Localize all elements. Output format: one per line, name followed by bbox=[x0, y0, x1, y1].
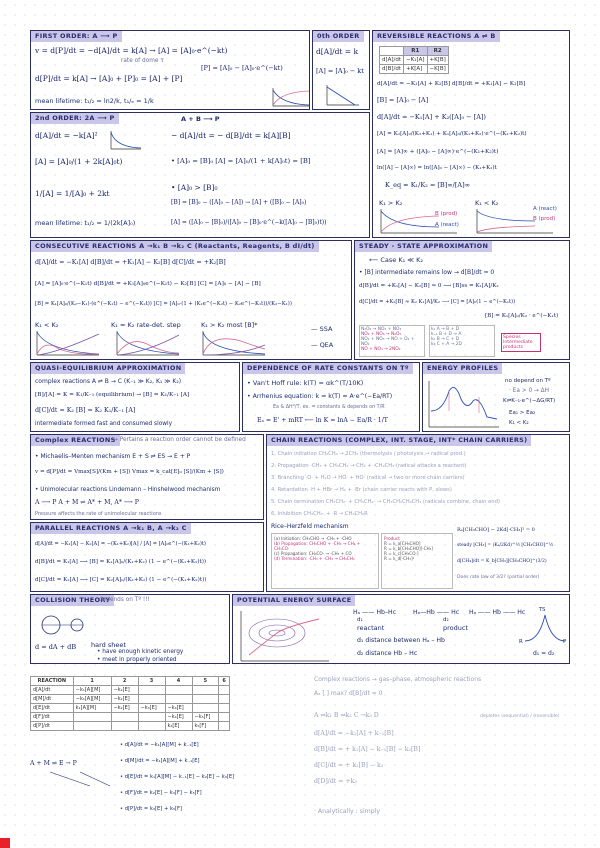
table-row bbox=[31, 686, 230, 695]
energy-section bbox=[422, 362, 570, 432]
table-cell: k₄[E] bbox=[165, 722, 192, 731]
rice-step: (d) Termination: ·CH₃ + ·CH₃ → CH₃CH₃ bbox=[274, 556, 355, 561]
chain-right-3: d[CH₄]/dt = K_b[CH₃][CH₃CHO]^(3/2) bbox=[457, 559, 547, 564]
table-header: 2 bbox=[111, 677, 138, 686]
reversible-line-2: [B] = [A]₀ − [A] bbox=[377, 96, 429, 104]
table-cell bbox=[219, 713, 230, 722]
ss-reaction: N₂O₅ → NO₂ + NO₃ bbox=[361, 327, 402, 332]
collision-subtitle: depends on Tº !!! bbox=[99, 597, 150, 603]
table-header: REACTION bbox=[31, 677, 74, 686]
reversible-line-5: [A] = [A]∞ + ([A]₀ − [A]∞)·e^(−(K₁+K₂)t) bbox=[377, 149, 499, 155]
rice-rate: R = k_d[·CH₃]² bbox=[384, 556, 415, 561]
chain-line: 4. Retardation ·H + HBr → H₂ + ·Br (chain carrier reacts with P, slows) bbox=[271, 487, 452, 493]
rice-step: (a) Initiation: CH₃CHO → ·CH₃ + ·CHO bbox=[274, 536, 352, 541]
consecutive-graph-3 bbox=[201, 329, 267, 357]
table-cell bbox=[138, 722, 165, 731]
table-cell bbox=[219, 695, 230, 704]
temperature-line-3: Ea & ΔH°/T, ex. = constants & depends on T/R bbox=[273, 405, 385, 410]
rice-rate: R = k_c[CH₃CO·] bbox=[384, 551, 419, 556]
rev-head-1: R1 bbox=[404, 47, 427, 56]
table-header: 6 bbox=[219, 677, 230, 686]
energy-line-3: K₁ < K₂ bbox=[509, 420, 529, 426]
consecutive-section bbox=[30, 240, 352, 360]
table-cell: −k₁[A][M] bbox=[73, 686, 111, 695]
first-order-halflife: mean lifetime: t₁/₂ = ln2/k, t₁/ₑ = 1/k bbox=[35, 97, 154, 105]
reversible-title: REVERSIBLE REACTIONS A ⇌ B bbox=[373, 31, 500, 42]
chain-line: 5. Chain termination CH₃CH₂· + CH₃CH₂· → CH₃CH₂CH₂CH₃ (radicals combine, chain end) bbox=[271, 499, 500, 505]
zero-order-section bbox=[312, 30, 370, 110]
pes-product: product bbox=[443, 624, 469, 632]
rev-cell: d[A]/dt bbox=[380, 56, 404, 65]
consecutive-line-2: [A] = [A]₀·e^(−K₁t) d[B]/dt = +K₁[A]₀e^(−K₁t) − K₂[B] [C] = [A]₀ − [A] − [B] bbox=[35, 281, 261, 287]
table-cell bbox=[73, 722, 111, 731]
rice-step: (b) Propagation: CH₃CHO + ·CH₃ → CH₄ + CH₃CO· bbox=[274, 541, 361, 551]
table-cell bbox=[73, 713, 111, 722]
second-order-line-1: d[A]/dt = −k[A]² bbox=[35, 131, 98, 140]
ss-reaction: NO₂ + NO₃ → NO + O₂ + NO₂ bbox=[361, 337, 415, 347]
first-order-sum: [P] = [A]₀ − [A]₀·e^(−kt) bbox=[201, 64, 283, 72]
second-order-line-4: mean lifetime: t₁/₂ = 1/(2k[A]₀) bbox=[35, 219, 136, 227]
qea-title: QUASI-EQUILIBRIUM APPROXIMATION bbox=[31, 363, 185, 374]
reversible-line-1: d[A]/dt = −K₁[A] + K₂[B] d[B]/dt = +K₁[A] − K₂[B] bbox=[377, 81, 526, 87]
ss-reaction: NO + NO₃ → 2NO₂ bbox=[361, 347, 401, 352]
pes-contour-plot bbox=[239, 609, 331, 663]
table-header: 4 bbox=[165, 677, 192, 686]
pes-line-5: d₂ distance Hb – Hc bbox=[357, 650, 418, 657]
collision-line-1: d = dA + dB bbox=[35, 643, 77, 651]
table-cell: d[F]/dt bbox=[31, 713, 74, 722]
rev-label-a-2: A (react) bbox=[533, 206, 557, 212]
rev-head-2: R2 bbox=[427, 47, 448, 56]
first-order-graph bbox=[271, 86, 311, 108]
rice-rate: R = k_b[CH₃CHO][·CH₃] bbox=[384, 546, 433, 551]
bottom-right-line-1: Complex reactions → gas–phase, atmospheric reactions bbox=[314, 676, 482, 683]
second-order-right-1: − d[A]/dt = − d[B]/dt = k[A][B] bbox=[171, 131, 291, 140]
steady-state-line-1: ⟵ Case K₁ ≪ K₂ bbox=[369, 256, 424, 264]
rev-cell: +K[A] bbox=[404, 65, 427, 74]
table-cell: −k₄[E] bbox=[165, 704, 192, 713]
second-order-title: 2nd ORDER: 2A ⟶ P bbox=[31, 113, 119, 124]
energy-line-4: K⇌K₋₁·e^(−ΔG/RT) bbox=[503, 398, 556, 404]
rice-herzfeld-box bbox=[271, 533, 379, 589]
table-cell bbox=[219, 722, 230, 731]
table-cell bbox=[192, 695, 219, 704]
zero-order-title: 0th ORDER bbox=[313, 31, 364, 42]
complex-line-3: • Unimolecular reactions Lindemann – Hinshelwood mechanism bbox=[35, 487, 221, 493]
table-cell bbox=[138, 695, 165, 704]
rate-eq: • d[M]/dt = −k₁[A][M] + k₋₁[E] bbox=[120, 758, 200, 764]
reversible-graph-1-label: K₁ > K₂ bbox=[379, 199, 403, 207]
rate-eq: • d[F]/dt = k₂[E] − k₃[F] − k₅[F] bbox=[120, 790, 202, 796]
table-cell: −k₅[F] bbox=[192, 713, 219, 722]
bottom-right-line-7: d[D]/dt = +k₃ bbox=[314, 778, 357, 785]
first-order-title: FIRST ORDER: A ⟶ P bbox=[31, 31, 122, 42]
rev-cell: −K[B] bbox=[427, 65, 448, 74]
chain-line: 1. Chain initiation CH₃CH₃ → 2CH₃ (thermolysis / photolysis → radical prod.) bbox=[271, 451, 466, 457]
qea-line-2: [B]/[A] = K = K₁/K₋₁ (equilibrium) → [B] = K₁/K₋₁ [A] bbox=[35, 392, 190, 398]
rate-eq: • d[P]/dt = k₃[E] + k₅[F] bbox=[120, 806, 183, 812]
table-cell bbox=[192, 704, 219, 713]
second-order-right-2: • [A]₀ = [B]₀ [A] = [A]₀/(1 + k[A]₀t) = [B] bbox=[171, 157, 311, 165]
consecutive-graph-2 bbox=[115, 329, 181, 357]
steady-state-table-2 bbox=[429, 325, 495, 357]
rice-rate: R = k_a[CH₃CHO] bbox=[384, 541, 421, 546]
pes-state-3: Hₐ —— Hb —— Hc bbox=[469, 609, 526, 616]
energy-title: ENERGY PROFILES bbox=[423, 363, 502, 374]
pes-section bbox=[232, 594, 570, 664]
steady-state-table-1 bbox=[359, 325, 425, 357]
collision-line-4: • meet in properly oriented bbox=[97, 657, 177, 663]
pes-line-4: d₁ distance between Hₐ – Hb bbox=[357, 637, 445, 644]
second-order-graph bbox=[109, 129, 143, 151]
table-header: 3 bbox=[138, 677, 165, 686]
rate-eq: • d[A]/dt = −k₁[A][M] + k₋₁[E] bbox=[120, 742, 199, 748]
rice-product-label: Product bbox=[384, 536, 400, 541]
reversible-line-6: ln([A] − [A]∞) = ln([A]₀ − [A]∞) − (K₁+K₂)t bbox=[377, 165, 497, 171]
table-row bbox=[31, 722, 230, 731]
reversible-line-4: [A] = K₂[A]₀/(K₂+K₁) + K₁[A]₀/(K₁+K₂)·e^(−(K₁+K₂)t) bbox=[377, 131, 527, 137]
rate-eq: • d[E]/dt = k₁[A][M] − k₋₁[E] − k₂[E] − k₃[E] bbox=[120, 774, 235, 780]
pes-reactant: reactant bbox=[357, 624, 385, 632]
complex-line-4: A ⟶ P A + M ⇌ A* + M, A* ⟶ P bbox=[35, 499, 139, 506]
table-cell bbox=[219, 704, 230, 713]
second-order-title-2: A + B ⟶ P bbox=[181, 115, 220, 123]
ssa-label: — SSA bbox=[311, 325, 333, 333]
table-cell: k₁[A][M] bbox=[73, 704, 111, 713]
energy-profile-graph bbox=[427, 377, 501, 429]
qea-label: — QEA bbox=[311, 341, 334, 349]
pes-barrier-graph bbox=[523, 609, 567, 645]
qea-line-1: complex reactions A ⇌ B → C (K₋₁ ≫ K₂, K₁ ≫ K₂) bbox=[35, 378, 182, 385]
bottom-right-line-6: d[C]/dt = + k₂[B] − k₃ bbox=[314, 762, 384, 769]
pes-title: POTENTIAL ENERGY SURFACE bbox=[233, 595, 355, 606]
table-cell: −k₂[E] bbox=[111, 686, 138, 695]
bottom-right-line-3: A ⇌k₁ B ⇌k₂ C →k₃ D bbox=[314, 712, 379, 719]
table-cell bbox=[165, 686, 192, 695]
qea-section bbox=[30, 362, 240, 432]
table-cell: d[E]/dt bbox=[31, 704, 74, 713]
first-order-rate: v = d[P]/dt = −d[A]/dt = k[A] → [A] = [A]₀·e^(−kt) bbox=[35, 46, 228, 55]
pes-p-label: P bbox=[563, 639, 567, 645]
complex-title: Complex REACTIONS bbox=[31, 435, 120, 446]
bottom-right-line-2: Aₐ [ ] max? d[B]/dt = 0 bbox=[314, 690, 383, 697]
rev-cell: d[B]/dt bbox=[380, 65, 404, 74]
consecutive-line-1: d[A]/dt = −K₁[A] d[B]/dt = +K₁[A] − K₂[B] d[C]/dt = +K₂[B] bbox=[35, 259, 226, 266]
rev-label-b-1: B (prod) bbox=[435, 211, 458, 217]
second-order-right-4: [B] = [B]₀ − ([A]₀ − [A]) → [A] + ([B]₀ − [A]₀) bbox=[171, 199, 307, 206]
reaction-table bbox=[30, 676, 230, 731]
collision-section bbox=[30, 594, 230, 664]
pes-line-6: d₁ = d₂ bbox=[533, 650, 555, 657]
table-header: 5 bbox=[192, 677, 219, 686]
table-cell bbox=[219, 686, 230, 695]
steady-state-line-2: • [B] intermediate remains low → d[B]/dt ≈ 0 bbox=[359, 269, 495, 276]
pes-ts-label: TS bbox=[539, 607, 546, 613]
chain-title: CHAIN REACTIONS (COMPLEX, INT. STAGE, INT* CHAIN CARRIERS) bbox=[267, 435, 531, 446]
rev-cell: +K[B] bbox=[427, 56, 448, 65]
ss-step: k₂ B → C + D bbox=[431, 337, 460, 342]
parallel-section bbox=[30, 522, 264, 592]
steady-state-section bbox=[354, 240, 570, 360]
table-cell bbox=[111, 722, 138, 731]
temperature-line-2: • Arrhenius equation: k = k(T) = A·e^(−Ea/RT) bbox=[247, 393, 393, 400]
chain-line: 6. Inhibition CH₃CH₂· + ·R → CH₃CH₂R bbox=[271, 511, 368, 517]
table-cell bbox=[165, 695, 192, 704]
collision-diagram bbox=[37, 611, 97, 639]
mechanism-arrows bbox=[40, 770, 120, 790]
consecutive-graph-1-label: K₁ < K₂ bbox=[35, 321, 59, 329]
complex-line-2: v = d[P]/dt = Vmax[S]/(Km + [S]) Vmax = k_cat[E]₀ [S]/(Km + [S]) bbox=[35, 469, 224, 475]
first-order-note: rate of dome τ bbox=[121, 58, 164, 64]
table-cell bbox=[138, 713, 165, 722]
table-cell: d[P]/dt bbox=[31, 722, 74, 731]
ss-step: k₋₁ B + D → A bbox=[431, 332, 462, 337]
steady-state-line-5: [B] = K₁[A]₀/K₂ · e^(−K₁t) bbox=[485, 313, 559, 319]
ss-step: k₁ A → B + D bbox=[431, 327, 460, 332]
bottom-right-line-8: · Analytically : simply bbox=[314, 808, 380, 815]
zero-order-graph bbox=[325, 83, 361, 107]
table-cell bbox=[111, 713, 138, 722]
rev-cell: −K₁[A] bbox=[404, 56, 427, 65]
zero-order-rate: d[A]/dt = k bbox=[316, 47, 359, 56]
collision-line-3: • have enough kinetic energy bbox=[97, 649, 184, 655]
bottom-right-line-4: d[A]/dt = −k₁[A] + k₋₁[B] bbox=[314, 730, 394, 737]
qea-line-3: d[C]/dt = K₂ [B] = K₂ K₁/K₋₁ [A] bbox=[35, 407, 136, 414]
chain-right-1: Rₐ[CH₃CHO] − 2Kd[·CH₃]² = 0 bbox=[457, 527, 535, 533]
steady-state-badge: Species Intermediate products bbox=[501, 333, 541, 352]
complex-line-5: Pressure affects the rate of unimolecular reactions bbox=[35, 511, 162, 517]
second-order-line-2: [A] = [A]₀/(1 + 2k[A]₀t) bbox=[35, 157, 123, 166]
steady-state-title: STEADY - STATE APPROXIMATION bbox=[355, 241, 492, 252]
table-cell: k₅[F] bbox=[192, 722, 219, 731]
table-cell: d[A]/dt bbox=[31, 686, 74, 695]
steady-state-line-4: d[C]/dt = +K₂[B] ≈ K₂ K₁[A]/K₂ ⟶ [C] = [A]₀(1 − e^(−K₁t)) bbox=[359, 299, 516, 305]
second-order-right-3: • [A]₀ > [B]₀ bbox=[171, 183, 218, 192]
energy-line-1: no depend on Tº bbox=[505, 378, 551, 384]
table-cell bbox=[192, 686, 219, 695]
pes-d1: d₁ bbox=[357, 617, 363, 623]
qea-line-4: intermediate formed fast and consumed slowly bbox=[35, 421, 173, 427]
temperature-title: DEPENDENCE OF RATE CONSTANTS ON Tº bbox=[243, 363, 413, 374]
bottom-right-line-5: d[B]/dt = + k₁[A] − k₋₁[B] − k₂[B] bbox=[314, 746, 421, 753]
reversible-table bbox=[379, 46, 449, 74]
parallel-title: PARALLEL REACTIONS A →k₁ B, A →k₂ C bbox=[31, 523, 191, 534]
second-order-line-3: 1/[A] = 1/[A]₀ + 2kt bbox=[35, 189, 110, 198]
pes-d2: d₂ bbox=[443, 617, 449, 623]
complex-section bbox=[30, 434, 264, 520]
rev-head-0 bbox=[380, 47, 404, 56]
table-cell: −k₁[A][M] bbox=[73, 695, 111, 704]
mechanism-scheme: A + M ⇌ E → P bbox=[30, 760, 77, 767]
table-cell: −k₄[E] bbox=[165, 713, 192, 722]
reversible-section bbox=[372, 30, 570, 238]
table-cell: −k₂[E] bbox=[111, 704, 138, 713]
ss-step: k₃ C + A → 2D bbox=[431, 342, 462, 347]
consecutive-title: CONSECUTIVE REACTIONS A →k₁ B →k₂ C (Reactants, Reagents, B dI/dt) bbox=[31, 241, 319, 252]
ss-reaction: NO₂ + NO₃ → N₂O₅ bbox=[361, 332, 402, 337]
table-cell: −k₃[E] bbox=[138, 704, 165, 713]
chain-right-2: steady [CH₃] = (Kₐ/2Kd)^½ [CH₃CHO]^½ bbox=[457, 543, 554, 548]
rice-rate-box bbox=[381, 533, 453, 589]
second-order-right-5: [A] = ([A]₀ − [B]₀)/([A]₀ − [B]₀·e^(−k([A]₀ − [B]₀)t)) bbox=[171, 219, 327, 226]
bottom-right-side: depletes (sequential) / (reversible) bbox=[480, 714, 560, 719]
consecutive-line-3: [B] = K₁[A]₀/(K₂−K₁)·(e^(−K₁t) − e^(−K₂t)) [C] = [A]₀·(1 + (K₁e^(−K₂t) − K₂e^(−K₁t))/(K₂−K₁)) bbox=[35, 301, 292, 307]
parallel-line-3: d[C]/dt = K₂[A] ⟶ [C] = K₂[A]₀/(K₁+K₂) (1 − e^(−(K₁+K₂)t)) bbox=[35, 577, 207, 583]
steady-state-line-3: d[B]/dt = +K₁[A] − K₂[B] ≈ 0 ⟶ [B]ss = K₁[A]/K₂ bbox=[359, 283, 499, 289]
energy-line-5: Ea₁ > Ea₂ bbox=[509, 410, 536, 416]
pes-r-label: R bbox=[519, 639, 523, 645]
table-cell: −k₂[E] bbox=[111, 695, 138, 704]
temperature-line-4: Eₐ = E' + mRT ⟵ ln K = lnA − Ea/R · 1/T bbox=[257, 417, 388, 424]
rev-label-b-2: B (prod) bbox=[533, 216, 556, 222]
energy-line-2: · Ea > 0 → ΔH bbox=[509, 388, 549, 394]
chain-section bbox=[266, 434, 570, 592]
complex-line-1: • Michaelis–Menten mechanism E + S ⇌ ES → E + P bbox=[35, 453, 191, 460]
rice-herzfeld-title: Rice–Herzfeld mechanism bbox=[271, 523, 349, 530]
first-order-section bbox=[30, 30, 310, 110]
chain-line: 3. Branching ·O· + H₂O → HO· + HO· (radical → two or more chain carriers) bbox=[271, 475, 465, 481]
table-row bbox=[31, 713, 230, 722]
reversible-line-7: K_eq = K₁/K₂ = [B]∞/[A]∞ bbox=[385, 181, 471, 189]
consecutive-graph-3-label: K₁ > K₂ most [B]* bbox=[201, 321, 258, 329]
consecutive-graph-1 bbox=[35, 329, 101, 357]
rice-step: (c) Propagation: CH₃CO· → ·CH₃ + CO bbox=[274, 551, 352, 556]
temperature-line-1: • Van't Hoff rule: k(T) = αk^(T/10K) bbox=[247, 379, 364, 387]
consecutive-graph-2-label: K₁ ≈ K₂ rate-det. step bbox=[111, 321, 181, 329]
table-header: 1 bbox=[73, 677, 111, 686]
rev-label-a-1: A (react) bbox=[435, 222, 459, 228]
parallel-line-2: d[B]/dt = K₁[A] ⟶ [B] = K₁[A]₀/(K₁+K₂) (1 − e^(−(K₁+K₂)t)) bbox=[35, 559, 207, 565]
table-cell: d[M]/dt bbox=[31, 695, 74, 704]
zero-order-solution: [A] = [A]₀ − kt bbox=[316, 67, 364, 75]
complex-subtitle: → Pertains a reaction order cannot be defined bbox=[113, 437, 246, 443]
table-row bbox=[31, 695, 230, 704]
reversible-line-3: d[A]/dt = −K₁[A] + K₂([A]₀ − [A]) bbox=[377, 113, 486, 121]
table-row bbox=[31, 704, 230, 713]
pes-state-1: Hₐ —— Hb–Hc bbox=[353, 609, 397, 616]
pes-state-2: Hₐ—Hb —— Hc bbox=[413, 609, 460, 616]
parallel-line-1: d[A]/dt = −K₁[A] − K₂[A] = −(K₁+K₂)[A] / [A] = [A]₀e^(−(K₁+K₂)t) bbox=[35, 541, 206, 547]
table-cell bbox=[138, 686, 165, 695]
chain-right-4: Does rate law of 3/2? (partial order) bbox=[457, 575, 540, 580]
temperature-section bbox=[242, 362, 420, 432]
reversible-graph-2-label: K₁ < K₂ bbox=[475, 199, 499, 207]
first-order-product: d[P]/dt = k[A] → [A]₀ + [P]₀ = [A] + [P] bbox=[35, 74, 183, 83]
collision-line-2: hard sheet bbox=[91, 641, 126, 649]
corner-marker bbox=[0, 838, 10, 848]
second-order-section bbox=[30, 112, 370, 238]
collision-title: COLLISION THEORY bbox=[31, 595, 114, 606]
chain-line: 2. Propagation ·CH₃ + CH₃CH₃ → CH₄ + ·CH₂CH₃ (radical attacks a reactant) bbox=[271, 463, 467, 469]
